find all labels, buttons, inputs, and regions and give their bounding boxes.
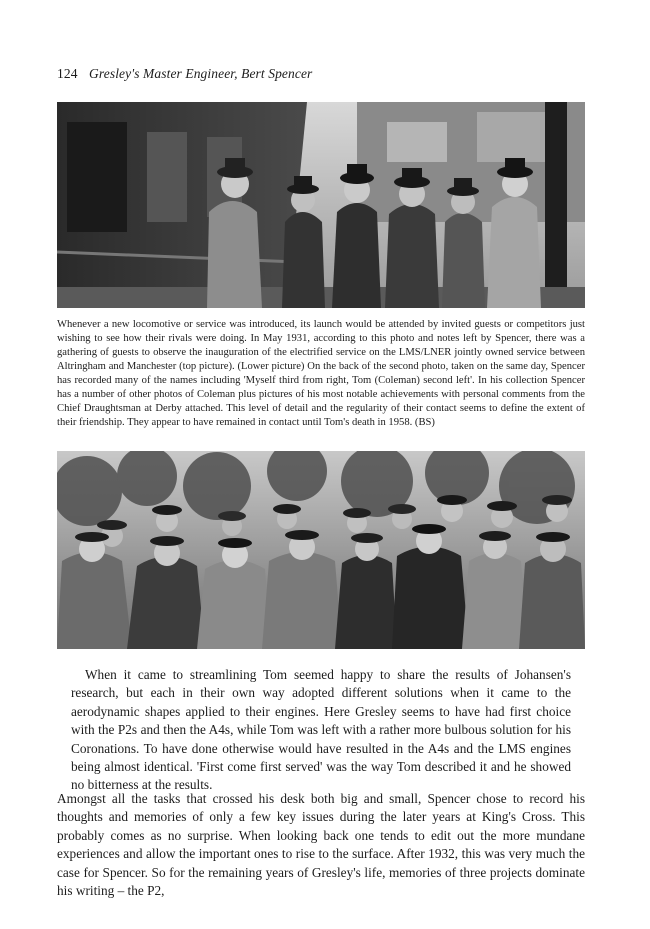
page-number: 124 bbox=[57, 66, 78, 81]
photo-top-image bbox=[57, 102, 585, 308]
body-paragraph: Amongst all the tasks that crossed his desk both big and small, Spencer chose to record his thoughts and memories of only a few key issues during the later years at King's Cross. This probably comes as no surprise. When looking back one tends to edit out the more mundane experiences and allow the important ones to rise to the surface. After 1932, this was very much the case for Spencer. So for the remaining years of Gresley's life, memories of three projects dominate his writing – the P2, bbox=[57, 791, 585, 899]
photo-top-train-inauguration bbox=[57, 102, 585, 308]
photo-bottom-image bbox=[57, 451, 585, 649]
running-header bbox=[57, 66, 312, 82]
indented-quote: When it came to streamlining Tom seemed happy to share the results of Johansen's research, but each in their own way adopted different solutions when it came to the aerodynamic shapes applied to their engines. Here Gresley seems to have had first choice with the P2s and then the A4s, while Tom was left with a rather more bulbous solution for his Coronations. To have done otherwise would have resulted in the A4s and the LMS engines being almost identical. 'First come first served' was the way Tom described it and he showed no bitterness at the results. bbox=[71, 667, 571, 793]
book-title: Gresley's Master Engineer, Bert Spencer bbox=[89, 66, 313, 81]
photo-bottom-group-portrait bbox=[57, 451, 585, 649]
photo-caption: Whenever a new locomotive or service was introduced, its launch would be attended by invited guests or competitors just wishing to see how their rivals were doing. In May 1931, according to this photo and notes left by Spencer, there was a gathering of guests to observe the inauguration of the electrified service on the LMS/LNER jointly owned service between Altringham and Manchester (top picture). (Lower picture) On the back of the second photo, taken on the same day, Spencer has recorded many of the names including 'Myself third from right, Tom (Coleman) second left'. In his collection Spencer has a number of other photos of Coleman plus pictures of his most notable achievements with personal comments from the Chief Draughtsman at Derby attached. This level of detail and the regularity of their contact seems to define the extent of their friendship. They appear to have remained in contact until Tom's death in 1958. (BS) bbox=[57, 319, 585, 428]
